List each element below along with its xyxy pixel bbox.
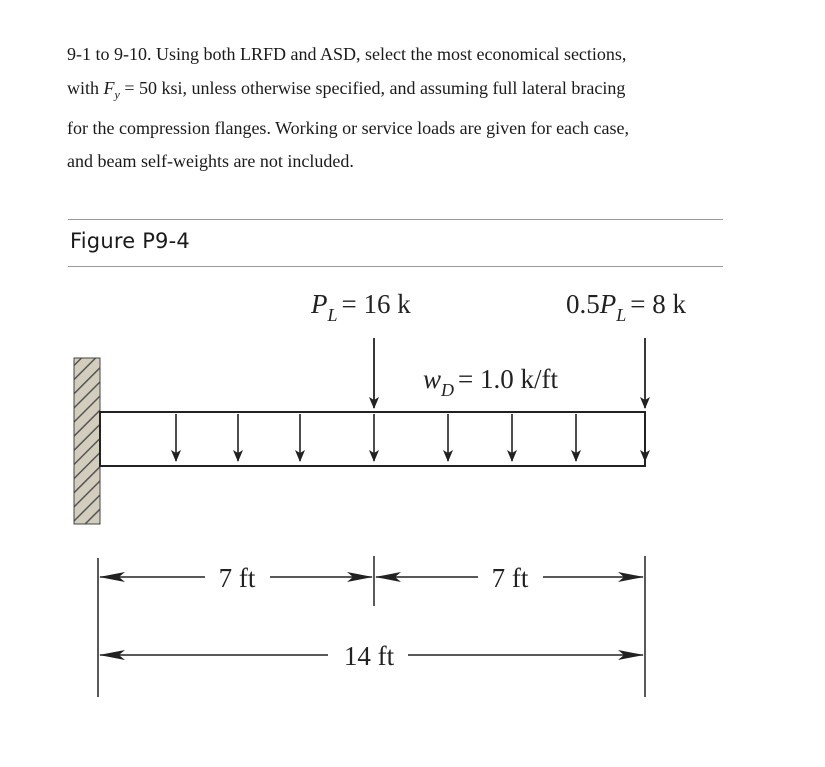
cantilever-beam	[100, 412, 645, 466]
fixed-support-wall	[74, 358, 100, 524]
problem-line-2: with $F_y = 50$ ksi, unless otherwise specified, and assuming full lateral bracing	[67, 77, 626, 102]
fy-symbol: $F_y$	[103, 77, 120, 102]
problem-line-4: and beam self-weights are not included.	[67, 151, 354, 172]
problem-line-1: 9-1 to 9-10. Using both LRFD and ASD, select the most economical sections,	[67, 44, 627, 64]
dimension-right-label: 7 ft	[491, 563, 529, 593]
load-wd-label: $w_D = 1.0$ k/ft	[423, 364, 558, 400]
figure-caption: Figure P9-4	[70, 229, 190, 253]
dimension-left-label: 7 ft	[218, 563, 256, 593]
load-pl-label: $P_L = 16$ k	[311, 289, 411, 325]
dimension-total-label: 14 ft	[343, 641, 395, 671]
problem-line-3: for the compression flanges. Working or service loads are given for each case,	[67, 117, 630, 138]
load-half-pl-label: $0.5P_L = 8$ k	[566, 289, 686, 325]
